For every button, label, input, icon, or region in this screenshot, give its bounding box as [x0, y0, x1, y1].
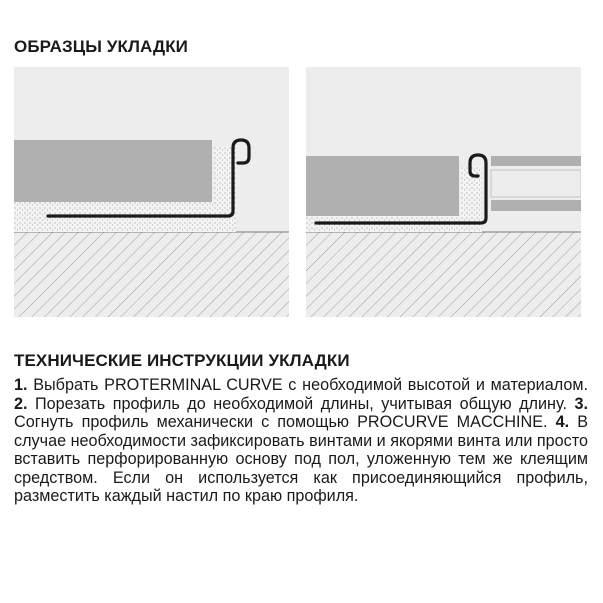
instructions-text — [14, 376, 588, 506]
subfloor-hatching — [14, 232, 289, 317]
floor-tile-thick — [306, 156, 459, 216]
step-text: В случае необходимости зафиксировать винтами и якорями винта или просто вставить перфорированную основу под пол, уложенную тем же клеящим средством. Если он используется как присоединяющийся профиль, разместить каждый настил по краю профиля. — [14, 413, 589, 505]
step-number: 3. — [574, 394, 588, 413]
floor-tile-thin-middle — [491, 170, 581, 197]
step-text: Порезать профиль до необходимой длины, учитывая общую длину. — [27, 394, 575, 413]
step-number: 4. — [555, 413, 570, 431]
samples-heading: ОБРАЗЦЫ УКЛАДКИ — [14, 37, 188, 56]
step-text: Согнуть профиль механически с помощью PROCURVE MACCHINE. — [14, 413, 556, 431]
installation-diagram-single-floor — [14, 67, 289, 317]
installation-diagram-joining-floors — [306, 67, 581, 317]
subfloor-hatching — [306, 232, 581, 317]
step-text: Выбрать PROTERMINAL CURVE с необходимой высотой и материалом. — [27, 376, 588, 394]
floor-tile-thin-top — [491, 156, 581, 166]
floor-tile-thin-bottom — [491, 200, 581, 211]
floor-tile — [14, 140, 212, 202]
step-number: 1. — [14, 376, 28, 394]
instructions-heading: ТЕХНИЧЕСКИЕ ИНСТРУКЦИИ УКЛАДКИ — [14, 351, 350, 370]
step-number: 2. — [14, 394, 28, 413]
